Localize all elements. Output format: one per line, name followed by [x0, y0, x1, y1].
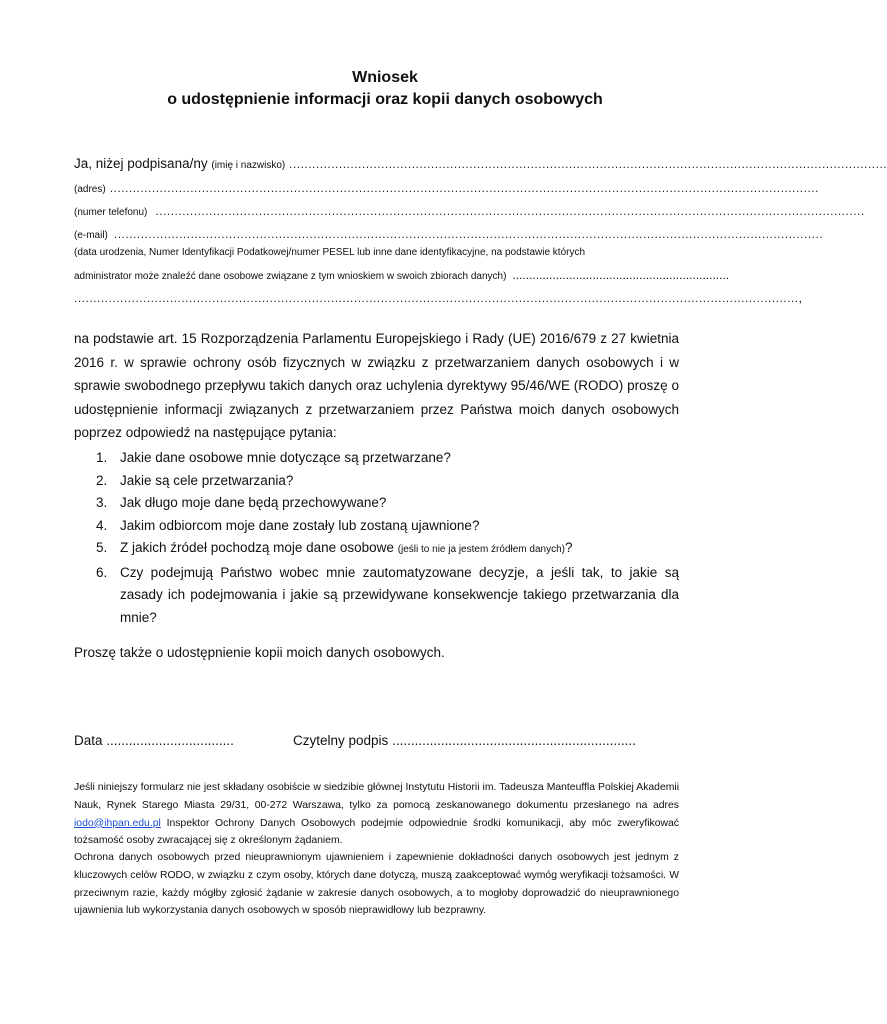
email-field-label: (e-mail) [74, 230, 108, 241]
name-field-dots: ............................................................................................................................................................ [289, 157, 887, 171]
footer-note-verification: Jeśli niniejszy formularz nie jest składany osobiście w siedzibie głównej Instytutu Historii im. Tadeusza Manteuffla Polskiej Akademii Nauk, Rynek Starego Miasta 29/31, 00-272 Warszawa, tylko za pomocą zeskanowanego dokumentu przesłanego na adres iodo@ihpan.edu.pl Inspektor Ochrony Danych Osobowych podejmie odpowiednie środki komunikacji, aby móc zweryfikować tożsamość osoby zwracającej się z określonym żądaniem. [74, 782, 679, 847]
list-item: 5. Z jakich źródeł pochodzą moje dane osobowe (jeśli to nie ja jestem źródłem danych)? [96, 540, 573, 555]
document-title: Wniosek [352, 69, 418, 86]
email-field-dots: ......................................................................................................................................................................................... [113, 227, 824, 241]
list-item: 2. Jakie są cele przetwarzania? [96, 472, 294, 488]
legal-basis-paragraph: na podstawie art. 15 Rozporządzenia Parlamentu Europejskiego i Rady (UE) 2016/679 z 27 kwietnia 2016 r. w sprawie ochrony osób fizycznych w związku z przetwarzaniem danych osobowych i w sprawie swobodnego przepływu takich danych oraz uchylenia dyrektywy 95/46/WE (RODO) proszę o udostępnienie informacji związanych z przetwarzaniem przez Państwa moich danych osobowych poprzez odpowiedź na następujące pytania: [74, 331, 679, 440]
copy-request-text: Proszę także o udostępnienie kopii moich danych osobowych. [74, 645, 445, 660]
signature-field[interactable] [293, 733, 636, 748]
source-note: (jeśli to nie ja jestem źródłem danych) [397, 544, 565, 555]
date-dots: .................................. [106, 733, 234, 748]
list-item: 3. Jak długo moje dane będą przechowywane? [96, 495, 387, 510]
list-item: 1. Jakie dane osobowe mnie dotyczące są przetwarzane? [96, 450, 451, 465]
list-item: 6. Czy podejmują Państwo wobec mnie zautomatyzowane decyzje, a jeśli tak, to jakie są zasady ich podejmowania i jakie są przewidywane konsekwencje takiego przetwarzania dla mnie? [96, 564, 679, 625]
address-field[interactable] [74, 181, 819, 195]
address-field-label: (adres) [74, 184, 106, 195]
name-field-label: Ja, niżej podpisana/ny (imię i nazwisko) [74, 156, 286, 171]
id-field-dots: ................................................................. [512, 268, 730, 282]
phone-field-dots: ......................................................................................................................................................................................... [155, 204, 865, 218]
id-continuation-dots: ............................................................................................................................................................................................. [74, 291, 799, 305]
phone-field-label: (numer telefonu) [74, 207, 148, 218]
id-field[interactable] [74, 268, 730, 282]
date-label: Data [74, 733, 103, 748]
trailing-comma: , [798, 291, 802, 305]
question-list [74, 447, 679, 629]
name-field[interactable] [74, 156, 887, 171]
id-note-line2: administrator może znaleźć dane osobowe związane z tym wnioskiem w swoich zbiorach danych) [74, 271, 507, 282]
email-field[interactable] [74, 227, 824, 241]
date-field[interactable] [74, 733, 234, 748]
id-field-continuation[interactable] [74, 291, 802, 305]
phone-field[interactable] [74, 204, 865, 218]
signature-label: Czytelny podpis [293, 733, 389, 748]
footer-note-data-protection: Ochrona danych osobowych przed nieuprawnionym ujawnieniem i zapewnienie dokładności danych osobowych jest jednym z kluczowych celów RODO, w związku z czym osoby, których dane dotyczą, muszą zaakceptować wymóg weryfikacji tożsamości. W przeciwnym razie, każdy mógłby zgłosić żądanie w zakresie danych osobowych, a to mogłoby doprowadzić do nieuprawnionego ujawnienia lub wykorzystania danych osobowych w sposób nieprawidłowy lub bezprawny. [74, 852, 679, 917]
address-field-dots: ......................................................................................................................................................................................... [109, 181, 819, 195]
signature-dots: ................................................................. [392, 733, 636, 748]
iodo-email-link[interactable]: iodo@ihpan.edu.pl [74, 817, 161, 829]
id-note-line1: (data urodzenia, Numer Identyfikacji Podatkowej/numer PESEL lub inne dane identyfikacyjne, na podstawie których [74, 247, 586, 258]
document-subtitle: o udostępnienie informacji oraz kopii danych osobowych [167, 91, 603, 108]
list-item: 4. Jakim odbiorcom moje dane zostały lub zostaną ujawnione? [96, 517, 480, 533]
